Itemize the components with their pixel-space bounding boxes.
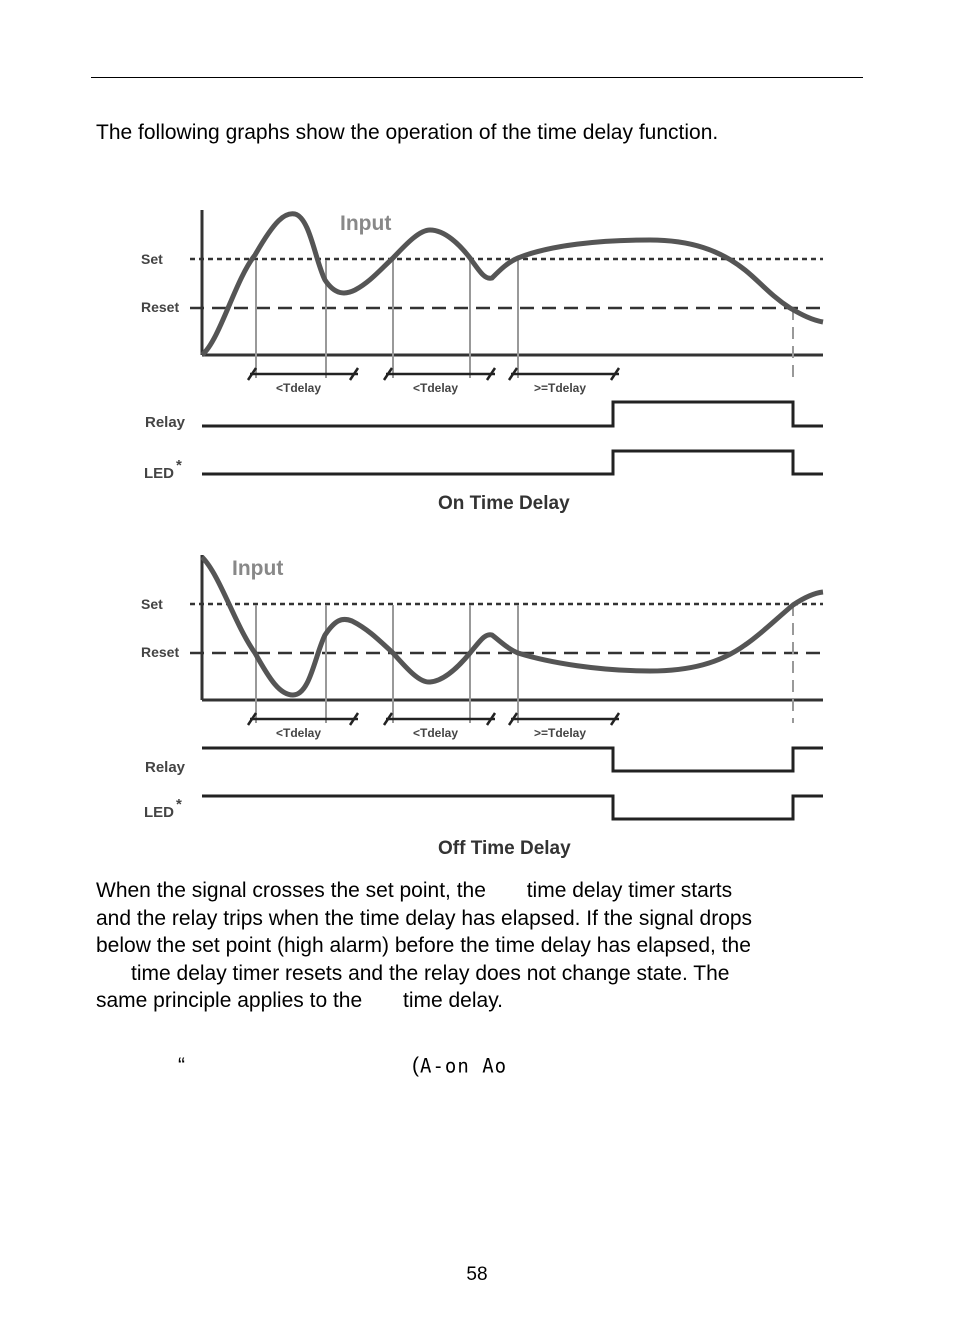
led-label: LED	[144, 804, 174, 821]
led-trace	[202, 451, 823, 474]
open-paren: (	[412, 1054, 419, 1077]
paragraph-line: time delay timer resets and the relay does not change state. The	[96, 961, 730, 985]
relay-trace	[202, 402, 823, 426]
on-time-delay-diagram	[130, 200, 830, 520]
reset-label: Reset	[141, 299, 180, 315]
paragraph-line: same principle applies to the time delay.	[96, 989, 503, 1012]
intro-paragraph: The following graphs show the operation of the time delay function.	[96, 121, 719, 144]
open-quote: “	[178, 1054, 185, 1077]
input-signal-curve	[202, 214, 823, 355]
led-asterisk: *	[176, 796, 182, 813]
input-label: Input	[232, 557, 284, 580]
input-label: Input	[340, 212, 392, 235]
interval-label: <Tdelay	[413, 381, 459, 395]
page-number: 58	[466, 1264, 488, 1285]
paragraph-line: and the relay trips when the time delay has elapsed. If the signal drops	[96, 906, 753, 930]
interval-label: >=Tdelay	[534, 381, 587, 395]
paragraph-line: When the signal crosses the set point, the time delay timer starts	[96, 879, 733, 902]
relay-trace	[202, 748, 823, 771]
relay-label: Relay	[145, 759, 186, 776]
explanation-paragraph	[96, 877, 856, 1015]
set-label: Set	[141, 251, 163, 267]
reset-label: Reset	[141, 644, 180, 660]
interval-label: >=Tdelay	[534, 726, 587, 740]
segment-display-code: A-on Ao	[420, 1054, 508, 1078]
off-time-delay-diagram	[130, 545, 830, 865]
diagram-caption: On Time Delay	[438, 493, 570, 514]
led-trace	[202, 796, 823, 819]
led-label: LED	[144, 465, 174, 482]
diagram-caption: Off Time Delay	[438, 838, 571, 859]
led-asterisk: *	[176, 457, 182, 474]
input-signal-curve	[202, 557, 823, 695]
set-label: Set	[141, 596, 163, 612]
interval-label: <Tdelay	[276, 381, 322, 395]
relay-label: Relay	[145, 414, 186, 431]
paragraph-line: below the set point (high alarm) before the time delay has elapsed, the	[96, 934, 751, 957]
interval-label: <Tdelay	[413, 726, 459, 740]
header-rule	[91, 77, 863, 78]
interval-label: <Tdelay	[276, 726, 322, 740]
